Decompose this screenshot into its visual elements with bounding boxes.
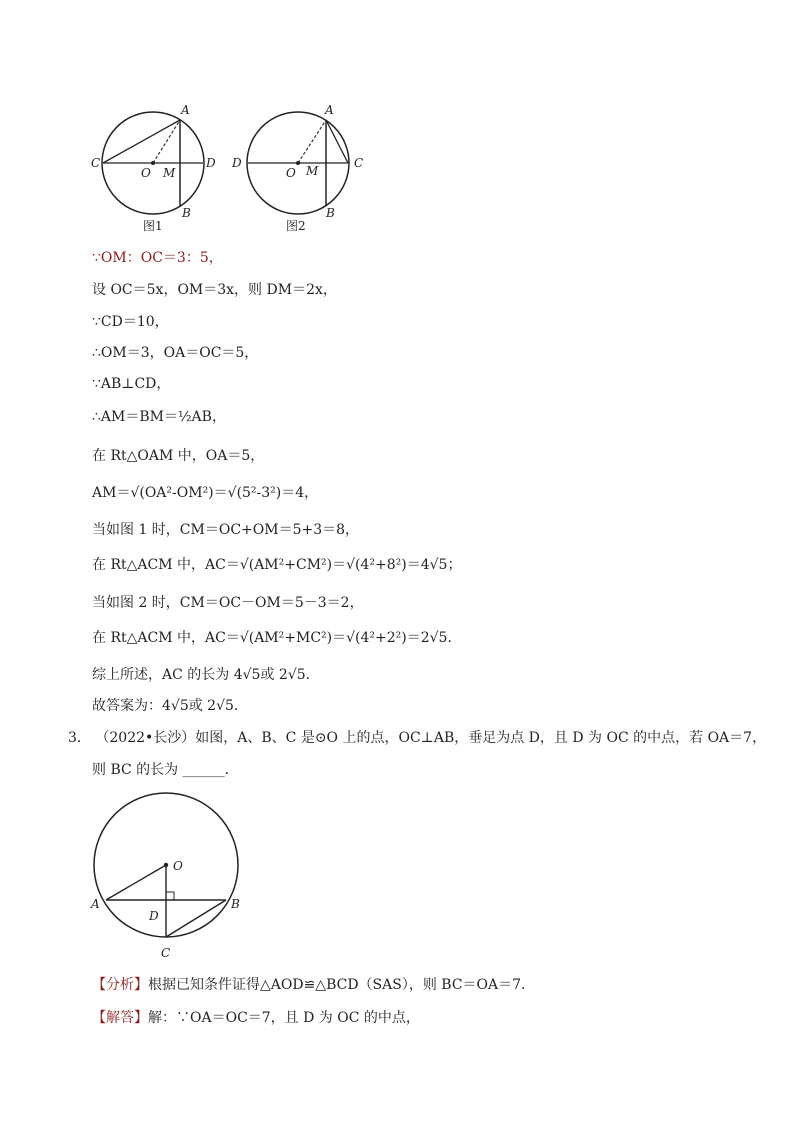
solution-line: 当如图 1 时，CM＝OC+OM＝5+3＝8， xyxy=(92,522,360,538)
fig3-label-C: C xyxy=(161,946,171,960)
figure-3 xyxy=(85,790,255,970)
fig1-caption: 图1 xyxy=(143,219,163,233)
fig2-label-B: B xyxy=(326,206,335,220)
question-3-line-1 xyxy=(68,727,766,749)
solution-line: AM＝√(OA²-OM²)＝√(5²-3²)＝4， xyxy=(92,485,319,501)
fig3-label-O: O xyxy=(173,859,183,873)
fig2-caption: 图2 xyxy=(286,219,306,233)
fig1-label-A: A xyxy=(181,103,190,117)
answer xyxy=(92,1008,420,1028)
solution-line: ∵OM：OC＝3：5， xyxy=(92,250,223,266)
fig1-label-D: D xyxy=(206,156,216,170)
solution-line: 在 Rt△OAM 中，OA＝5， xyxy=(92,448,265,464)
fig1-label-B: B xyxy=(182,206,191,220)
analysis xyxy=(92,975,535,995)
fig1-label-C: C xyxy=(91,156,101,170)
fig2-label-C: C xyxy=(354,156,364,170)
solution-line: ∴OM＝3，OA＝OC＝5， xyxy=(92,345,259,361)
question-number: 3． xyxy=(68,730,91,746)
fig2-label-O: O xyxy=(286,166,296,180)
figure-2 xyxy=(228,100,378,235)
fig3-label-D: D xyxy=(149,909,159,923)
fig3-label-A: A xyxy=(91,897,100,911)
solution-line: ∵AB⊥CD， xyxy=(92,376,171,392)
solution-line: 在 Rt△ACM 中，AC＝√(AM²+CM²)＝√(4²+8²)＝4√5； xyxy=(92,557,462,573)
answer-tag: 【解答】 xyxy=(92,1010,148,1026)
solution-line: 当如图 2 时，CM＝OC－OM＝5－3＝2， xyxy=(92,595,364,611)
fig1-label-O: O xyxy=(141,166,151,180)
fig2-label-A: A xyxy=(325,103,334,117)
fig3-label-B: B xyxy=(231,897,240,911)
analysis-tag: 【分析】 xyxy=(92,977,148,993)
fig2-label-M: M xyxy=(306,164,319,178)
answer-text: 解：∵OA＝OC＝7，且 D 为 OC 的中点， xyxy=(148,1010,420,1026)
fig2-label-D: D xyxy=(232,156,242,170)
solution-line: ∴AM＝BM＝½AB， xyxy=(92,409,226,425)
solution-line: 综上所述，AC 的长为 4√5或 2√5． xyxy=(92,667,320,683)
question-text: （2022•长沙）如图，A、B、C 是⊙O 上的点，OC⊥AB，垂足为点 D，且 D 为 OC 的中点，若 OA＝7， xyxy=(95,730,767,746)
solution-line: 设 OC＝5x，OM＝3x，则 DM＝2x， xyxy=(92,282,337,298)
fig1-label-M: M xyxy=(163,166,176,180)
solution-line: ∵CD＝10， xyxy=(92,314,169,330)
figure-1 xyxy=(85,100,225,235)
solution-line: 在 Rt△ACM 中，AC＝√(AM²+MC²)＝√(4²+2²)＝2√5． xyxy=(92,630,462,646)
solution-line: 故答案为：4√5或 2√5． xyxy=(92,698,248,714)
analysis-text: 根据已知条件证得△AOD≌△BCD（SAS），则 BC＝OA＝7． xyxy=(148,977,536,993)
question-3-line-2: 则 BC 的长为 ______． xyxy=(92,762,239,778)
